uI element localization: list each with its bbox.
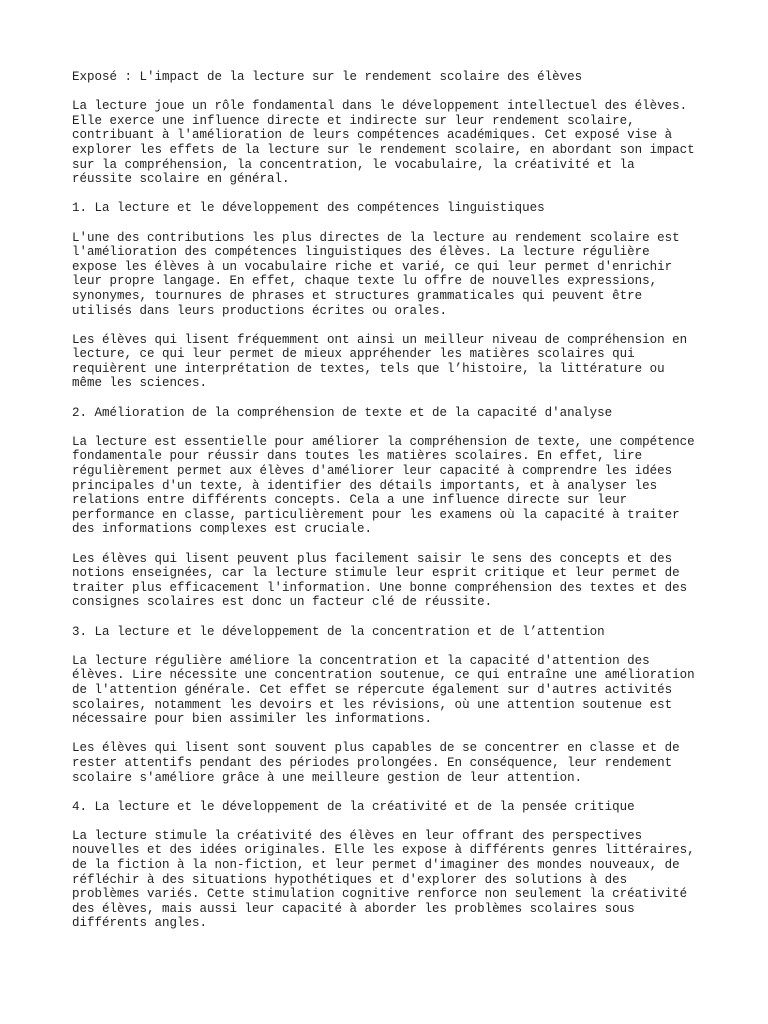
section-1-heading: 1. La lecture et le développement des compétences linguistiques: [72, 201, 545, 216]
section-2-paragraph-2: Les élèves qui lisent peuvent plus facilement saisir le sens des concepts et des notions enseignées, car la lecture stimule leur esprit critique et leur permet de traiter plus efficacement l'information. Une bonne compréhension des textes et des consignes scolaires est donc un facteur clé de réussite.: [72, 551, 688, 610]
intro-paragraph: La lecture joue un rôle fondamental dans le développement intellectuel des élèves. Elle exerce une influence directe et indirecte sur leur rendement scolaire, contribuant à l'amélioration de leurs compétences académiques. Cet exposé vise à explorer les effets de la lecture sur le rendement scolaire, en abordant son impact sur la compréhension, la concentration, le vocabulaire, la créativité et la réussite scolaire en général.: [72, 99, 695, 187]
section-3-paragraph-1: La lecture régulière améliore la concentration et la capacité d'attention des élèves. Lire nécessite une concentration soutenue, ce qui entraîne une amélioration de l'attention générale. Cet effet se répercute également sur d'autres activités scolaires, notamment les devoirs et les révisions, où une attention soutenue est nécessaire pour bien assimiler les informations.: [72, 653, 695, 727]
section-1-paragraph-1: L'une des contributions les plus directes de la lecture au rendement scolaire est l'amélioration des compétences linguistiques des élèves. La lecture régulière expose les élèves à un vocabulaire riche et varié, ce qui leur permet d'enrichir leur propre langage. En effet, chaque texte lu offre de nouvelles expressions, synonymes, tournures de phrases et structures grammaticales qui peuvent être utilisés dans leurs productions écrites ou orales.: [72, 230, 680, 318]
section-4-paragraph-1: La lecture stimule la créativité des élèves en leur offrant des perspectives nouvelles et des idées originales. Elle les expose à différents genres littéraires, de la fiction à la non-fiction, et leur permet d'imaginer des mondes nouveaux, de réfléchir à des situations hypothétiques et d'explorer des solutions à des problèmes variés. Cette stimulation cognitive renforce non seulement la créativité des élèves, mais aussi leur capacité à aborder les problèmes scolaires sous différents angles.: [72, 828, 695, 931]
section-3-heading: 3. La lecture et le développement de la concentration et de l’attention: [72, 624, 605, 639]
section-1-paragraph-2: Les élèves qui lisent fréquemment ont ainsi un meilleur niveau de compréhension en lecture, ce qui leur permet de mieux appréhender les matières scolaires qui requièrent une interprétation de textes, tels que l’histoire, la littérature ou même les sciences.: [72, 332, 688, 391]
document-title: Exposé : L'impact de la lecture sur le rendement scolaire des élèves: [72, 70, 583, 84]
document-page: [72, 70, 708, 946]
section-2-heading: 2. Amélioration de la compréhension de texte et de la capacité d'analyse: [72, 405, 613, 420]
section-3-paragraph-2: Les élèves qui lisent sont souvent plus capables de se concentrer en classe et de rester attentifs pendant des périodes prolongées. En conséquence, leur rendement scolaire s'améliore grâce à une meilleure gestion de leur attention.: [72, 741, 680, 785]
section-4-heading: 4. La lecture et le développement de la créativité et de la pensée critique: [72, 799, 635, 814]
section-2-paragraph-1: La lecture est essentielle pour améliorer la compréhension de texte, une compétence fondamentale pour réussir dans toutes les matières scolaires. En effet, lire régulièrement permet aux élèves d'améliorer leur capacité à comprendre les idées principales d'un texte, à identifier des détails importants, et à analyser les relations entre différents concepts. Cela a une influence directe sur leur performance en classe, particulièrement pour les examens où la capacité à traiter des informations complexes est cruciale.: [72, 434, 695, 537]
